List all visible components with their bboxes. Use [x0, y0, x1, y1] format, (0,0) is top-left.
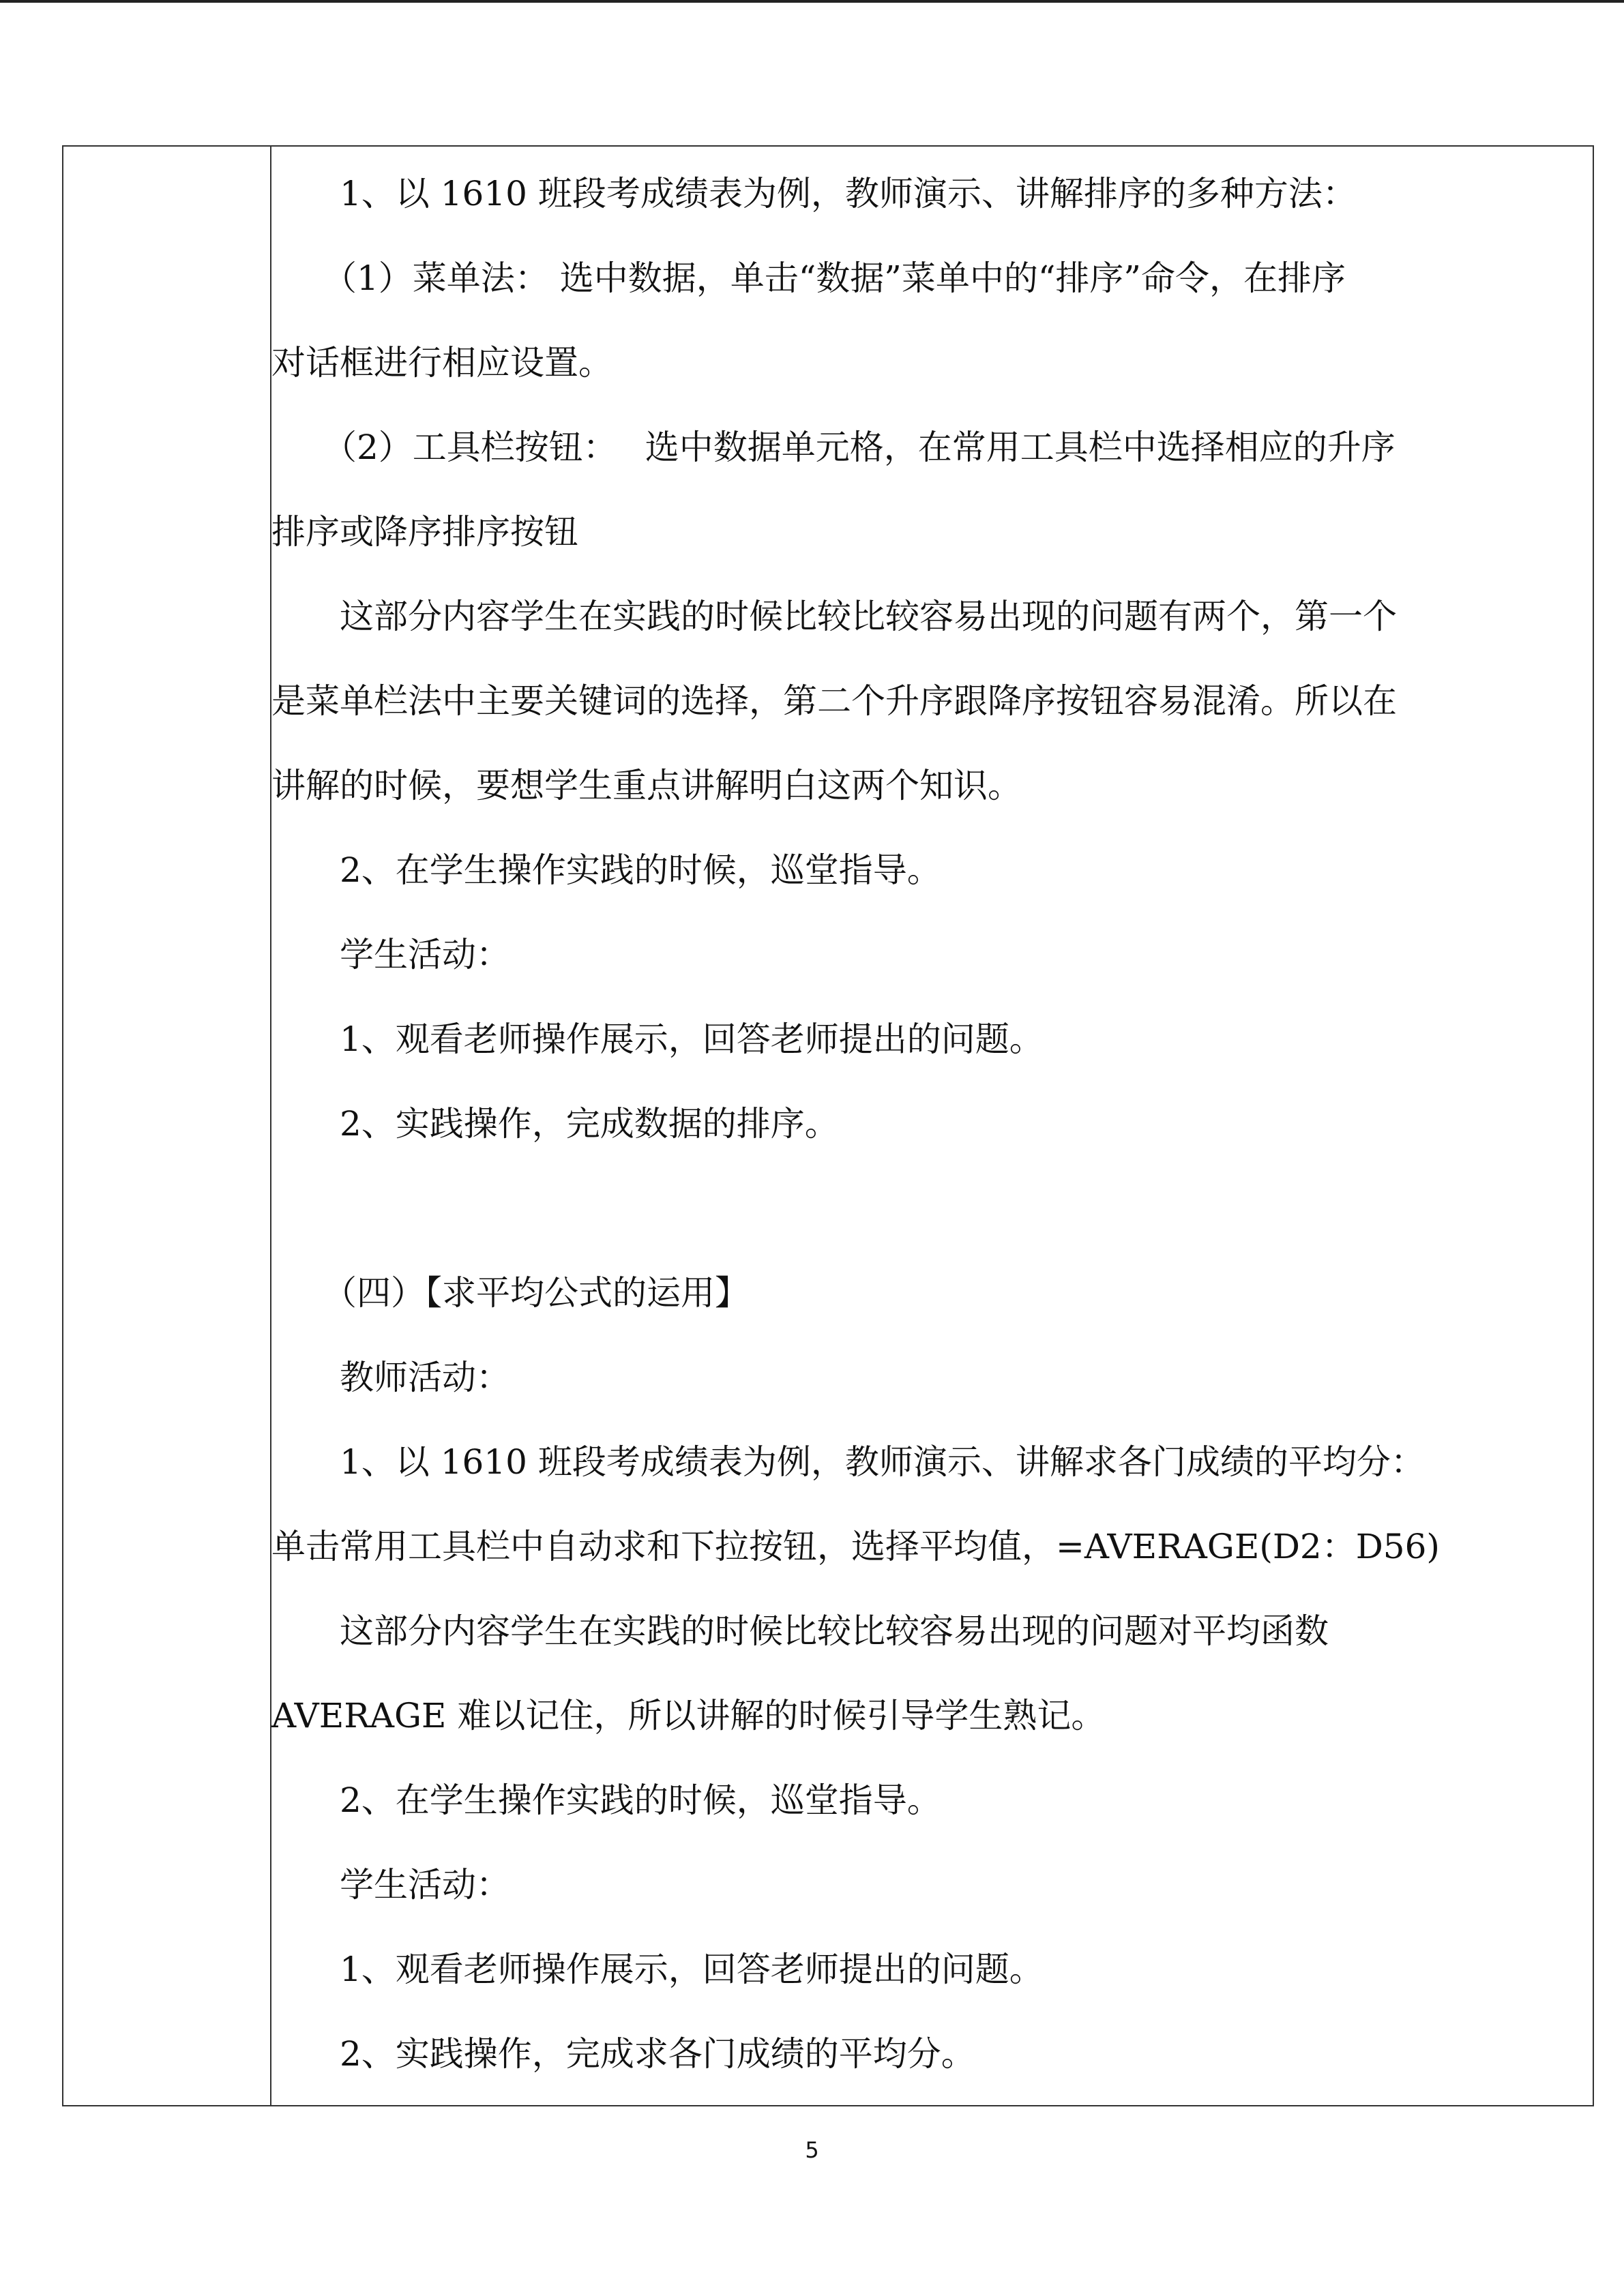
- text-line: 这部分内容学生在实践的时候比较比较容易出现的问题有两个，第一个: [271, 597, 1397, 636]
- text-line: 这部分内容学生在实践的时候比较比较容易出现的问题对平均函数: [271, 1611, 1329, 1651]
- lesson-plan-table: [62, 145, 1594, 2106]
- text-line: 2、在学生操作实践的时候，巡堂指导。: [271, 850, 941, 890]
- text-line: 2、实践操作，完成求各门成绩的平均分。: [271, 2034, 975, 2074]
- text-line: 是菜单栏法中主要关键词的选择，第二个升序跟降序按钮容易混淆。所以在: [271, 681, 1397, 721]
- text-line: 对话框进行相应设置。: [271, 343, 612, 383]
- text-line: AVERAGE 难以记住，所以讲解的时候引导学生熟记。: [271, 1696, 1106, 1735]
- text-line: 2、在学生操作实践的时候，巡堂指导。: [271, 1780, 941, 1820]
- text-line: 1、观看老师操作展示，回答老师提出的问题。: [271, 1019, 1044, 1059]
- table-left-column-cell: [63, 147, 271, 2105]
- text-line: 2、实践操作，完成数据的排序。: [271, 1104, 839, 1144]
- text-line: 排序或降序排序按钮: [271, 512, 578, 552]
- page-number: 5: [805, 2137, 819, 2163]
- section-heading: （四）【求平均公式的运用】: [271, 1273, 749, 1313]
- table-content-cell: [271, 147, 1593, 2105]
- text-line: 1、以 1610 班段考成绩表为例，教师演示、讲解排序的多种方法：: [271, 174, 1357, 213]
- page-top-border: [0, 0, 1624, 3]
- text-line: 教师活动：: [271, 1358, 510, 1397]
- text-line: 单击常用工具栏中自动求和下拉按钮，选择平均值，=AVERAGE(D2：D56): [271, 1527, 1440, 1566]
- text-line: 1、以 1610 班段考成绩表为例，教师演示、讲解求各门成绩的平均分：: [271, 1442, 1425, 1482]
- text-line: 讲解的时候，要想学生重点讲解明白这两个知识。: [271, 766, 1022, 805]
- text-line: 1、观看老师操作展示，回答老师提出的问题。: [271, 1950, 1044, 1989]
- text-line: 学生活动：: [271, 1865, 510, 1905]
- text-line: 学生活动：: [271, 935, 510, 974]
- text-line: （1）菜单法： 选中数据，单击“数据”菜单中的“排序”命令，在排序: [271, 258, 1346, 298]
- text-line: （2）工具栏按钮： 选中数据单元格，在常用工具栏中选择相应的升序: [271, 428, 1396, 467]
